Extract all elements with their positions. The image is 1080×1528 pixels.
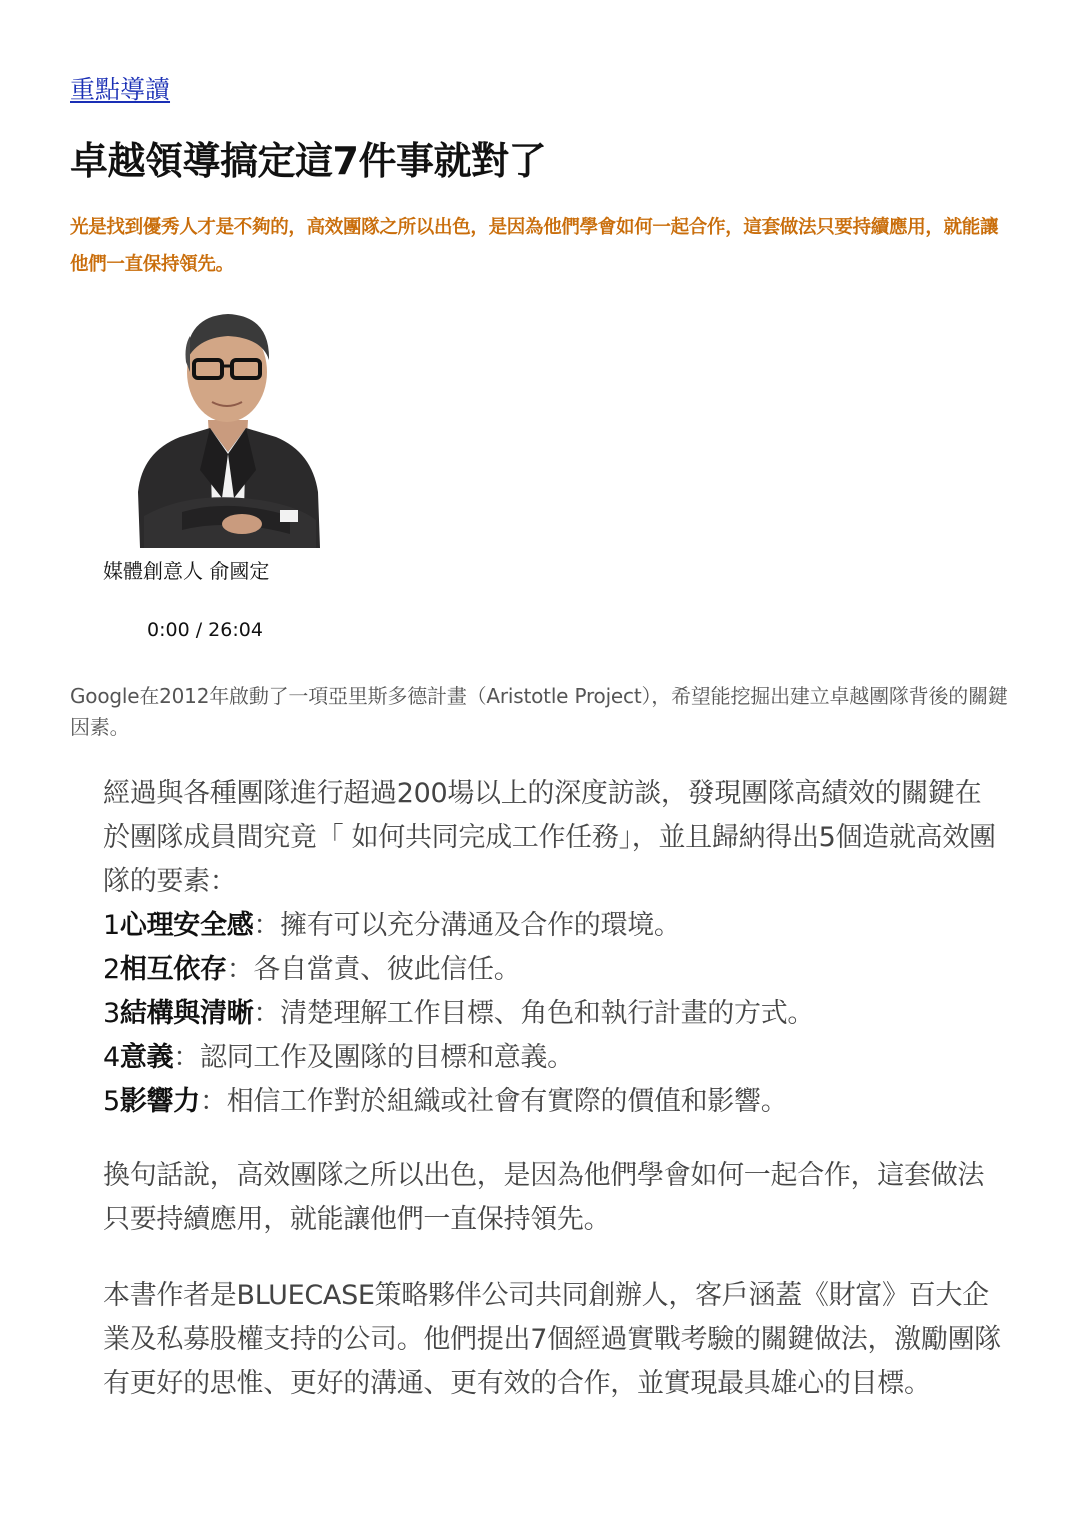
article-headline: 卓越領導搞定這7件事就對了 [70,139,546,183]
body-paragraph-3: 本書作者是BLUECASE策略夥伴公司共同創辦人，客戶涵蓋《財富》百大企業及私募股權支持的公司。他們提出7個經過實戰考驗的關鍵做法，激勵團隊有更好的思惟、更好的溝通、更有效的合作，並實現最具雄心的目標。 [103,1280,1001,1399]
list-item-desc: ：擁有可以充分溝通及合作的環境。 [253,910,681,941]
author-photo [130,302,326,548]
list-item-term: 相互依存 [119,954,227,985]
list-item-number: 2 [103,954,120,985]
list-item [103,948,1003,992]
list-item-desc: ：相信工作對於組織或社會有實際的價值和影響。 [200,1086,788,1117]
list-item-desc: ：認同工作及團隊的目標和意義。 [173,1042,574,1073]
list-item-number: 1 [103,910,120,941]
list-item-desc: ：清楚理解工作目標、角色和執行計畫的方式。 [253,998,815,1029]
body-paragraph-2: 換句話說，高效團隊之所以出色，是因為他們學會如何一起合作，這套做法只要持續應用，就能讓他們一直保持領先。 [103,1160,985,1235]
list-item [103,1080,1003,1124]
list-item [103,1036,1003,1080]
list-item-number: 3 [103,998,120,1029]
list-item-term: 意義 [119,1042,174,1073]
list-item [103,992,1003,1036]
list-item-term: 結構與清晰 [119,998,254,1029]
list-item-number: 4 [103,1042,120,1073]
factor-list [103,904,1003,1124]
audio-time-display: 0:00 / 26:04 [147,619,263,641]
list-item-term: 影響力 [119,1086,200,1117]
list-item-number: 5 [103,1086,120,1117]
body-paragraph-1: 經過與各種團隊進行超過200場以上的深度訪談，發現團隊高績效的關鍵在於團隊成員間究竟「 如何共同完成工作任務」，並且歸納得出5個造就高效團隊的要素： [103,778,996,897]
list-item-desc: ：各自當責、彼此信任。 [226,954,521,985]
list-item-term: 心理安全感 [119,910,254,941]
article-lead: 光是找到優秀人才是不夠的，高效團隊之所以出色，是因為他們學會如何一起合作，這套做法只要持續應用，就能讓他們一直保持領先。 [70,217,999,275]
article-intro: Google在2012年啟動了一項亞里斯多德計畫（Aristotle Project），希望能挖掘出建立卓越團隊背後的關鍵因素。 [70,684,1008,739]
list-item [103,904,1003,948]
author-caption: 媒體創意人 俞國定 [103,559,270,583]
section-label[interactable]: 重點導讀 [70,75,171,104]
